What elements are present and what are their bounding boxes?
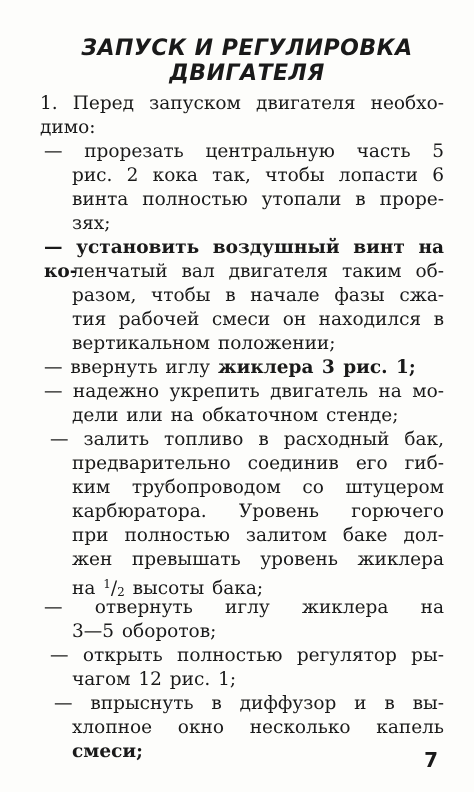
text-line: — прорезать центральную часть 5 bbox=[44, 141, 444, 162]
text-line: ким трубопроводом со штуцером bbox=[72, 477, 444, 498]
page-number: 7 bbox=[424, 748, 438, 772]
text-line: 1. Перед запуском двигателя необхо- bbox=[40, 93, 444, 114]
fraction-numerator: 1 bbox=[103, 577, 111, 591]
text-line: дели или на обкаточном стенде; bbox=[72, 405, 399, 426]
text-line: винта полностью утопали в проре- bbox=[72, 189, 444, 210]
text-line bbox=[44, 356, 416, 380]
text-line: рис. 2 кока так, чтобы лопасти 6 bbox=[72, 165, 444, 186]
text-line: димо: bbox=[40, 117, 96, 138]
text-line: жен превышать уровень жиклера bbox=[72, 549, 444, 570]
text-line: смеси; bbox=[72, 741, 143, 762]
text-line: чагом 12 рис. 1; bbox=[72, 669, 237, 690]
text-line: — впрыснуть в диффузор и в вы- bbox=[54, 693, 444, 714]
text-line: карбюратора. Уровень горючего bbox=[72, 501, 444, 522]
fraction-denominator: 2 bbox=[117, 585, 125, 599]
text-line: вертикальном положении; bbox=[72, 333, 336, 354]
text-line: — открыть полностью регулятор ры- bbox=[50, 645, 444, 666]
text-span: высоты бака; bbox=[124, 578, 264, 599]
text-line: — установить воздушный винт на ко- bbox=[44, 237, 444, 282]
text-span: — ввернуть иглу bbox=[44, 357, 218, 378]
text-line: тия рабочей смеси он находился в bbox=[72, 309, 444, 330]
text-span-bold: жиклера 3 рис. 1; bbox=[217, 357, 416, 378]
section-title-line-1: ЗАПУСК И РЕГУЛИРОВКА bbox=[81, 36, 413, 61]
fraction-one-half: $^1/_2$ bbox=[103, 577, 125, 599]
text-line: — отвернуть иглу жиклера на bbox=[44, 597, 444, 618]
text-span: на bbox=[72, 578, 104, 599]
text-line: ленчатый вал двигателя таким об- bbox=[72, 261, 444, 282]
text-line: разом, чтобы в начале фазы сжа- bbox=[72, 285, 444, 306]
text-line: хлопное окно несколько капель bbox=[72, 717, 444, 738]
text-line: при полностью залитом баке дол- bbox=[72, 525, 444, 546]
text-line: предварительно соединив его гиб- bbox=[72, 453, 444, 474]
text-line: зях; bbox=[72, 213, 111, 234]
text-line: — залить топливо в расходный бак, bbox=[50, 429, 444, 450]
text-line: — надежно укрепить двигатель на мо- bbox=[44, 381, 444, 402]
text-line: 3—5 оборотов; bbox=[72, 621, 217, 642]
section-title-line-2: ДВИГАТЕЛЯ bbox=[169, 61, 325, 86]
